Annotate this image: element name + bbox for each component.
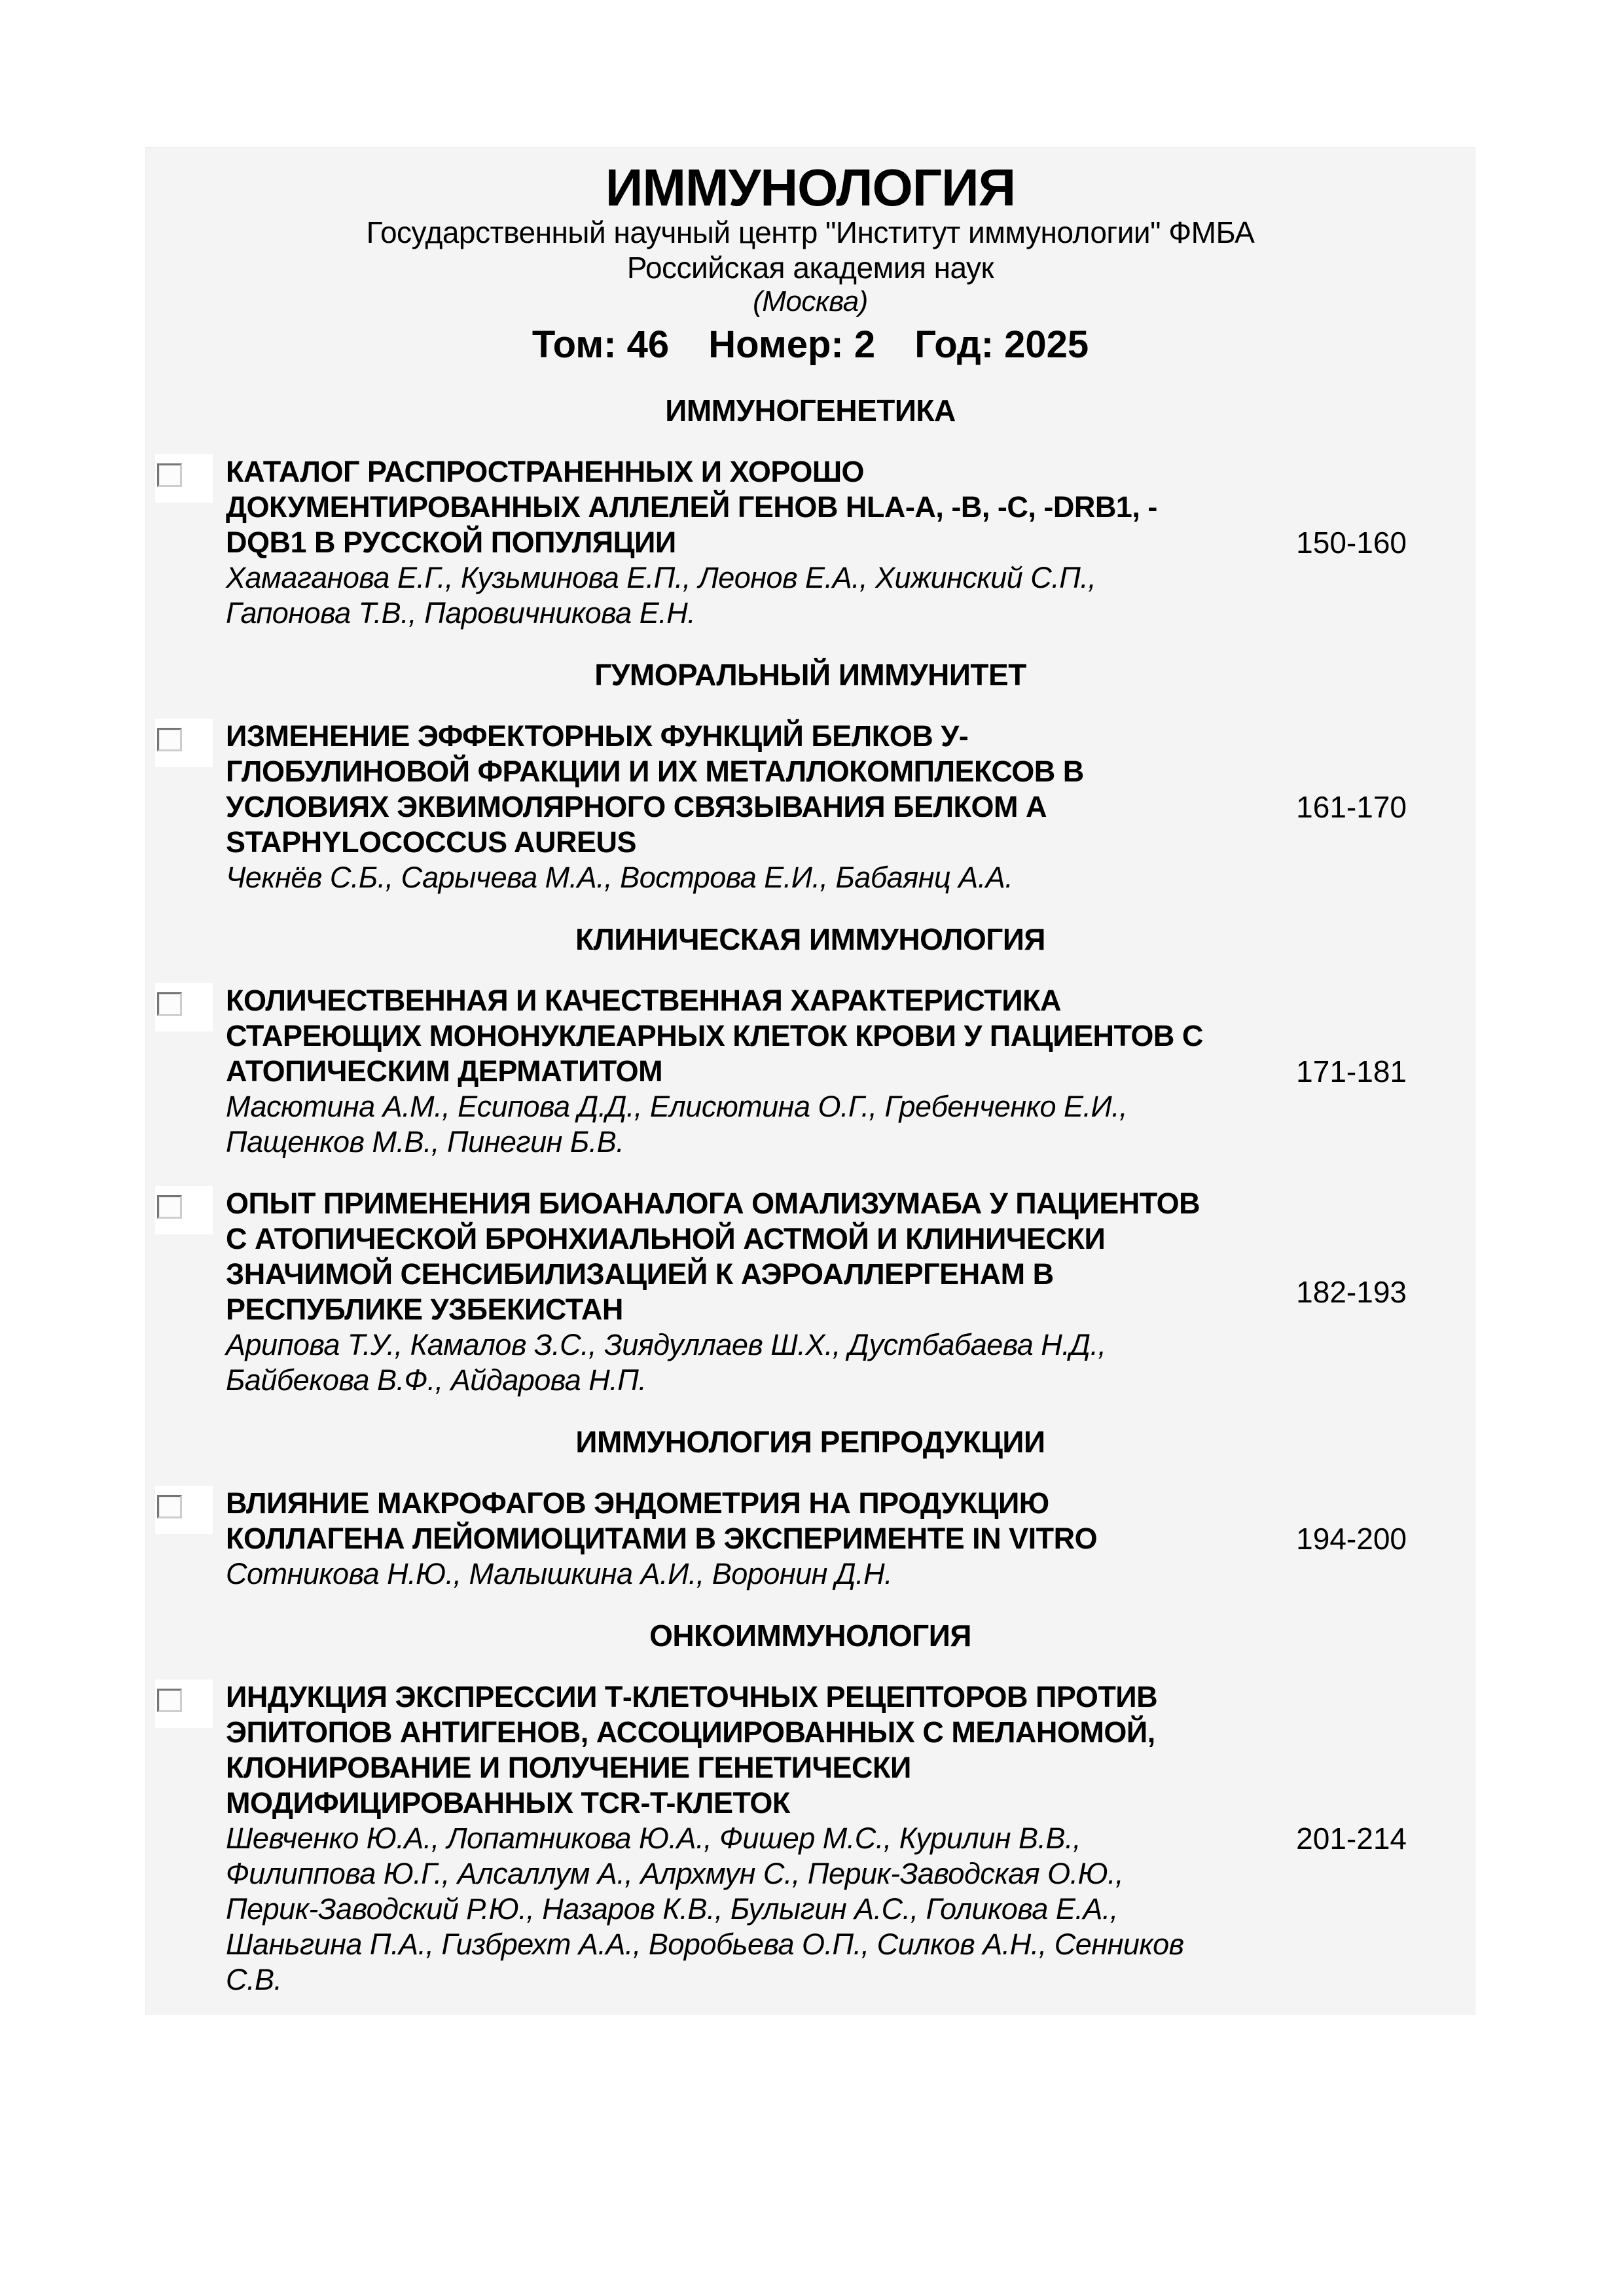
section-title-oncoimmunology: ОНКОИММУНОЛОГИЯ: [649, 1619, 971, 1653]
issue-label: Номер: 2: [708, 323, 876, 366]
checkbox-patch: [155, 983, 213, 1031]
article-checkbox[interactable]: [157, 1495, 182, 1518]
journal-city: (Москва): [753, 285, 868, 317]
page-range: 161-170: [1296, 790, 1407, 824]
volume-label: Том: 46: [532, 323, 670, 366]
page-range: 194-200: [1296, 1522, 1407, 1556]
article-title: КОЛИЧЕСТВЕННАЯ И КАЧЕСТВЕННАЯ ХАРАКТЕРИСТИКА СТАРЕЮЩИХ МОНОНУКЛЕАРНЫХ КЛЕТОК КРОВИ У ПАЦИЕНТОВ С АТОПИЧЕСКИМ ДЕРМАТИТОМ: [226, 984, 1203, 1088]
article-checkbox[interactable]: [157, 728, 182, 751]
article-authors: Хамаганова Е.Г., Кузьминова Е.П., Леонов Е.А., Хижинский С.П., Гапонова Т.В., Паровичникова Е.Н.: [226, 561, 1096, 630]
year-label: Год: 2025: [914, 323, 1089, 366]
article-checkbox[interactable]: [157, 992, 182, 1016]
article-title: ИЗМЕНЕНИЕ ЭФФЕКТОРНЫХ ФУНКЦИЙ БЕЛКОВ У-ГЛОБУЛИНОВОЙ ФРАКЦИИ И ИХ МЕТАЛЛОКОМПЛЕКСОВ В УСЛОВИЯХ ЭКВИМОЛЯРНОГО СВЯЗЫВАНИЯ БЕЛКОМ А STAPHYLOCOCCUS AUREUS: [226, 719, 1084, 859]
article-main: [226, 454, 1208, 631]
article-authors: Масютина А.М., Есипова Д.Д., Елисютина О.Г., Гребенченко Е.И., Пащенков М.В., Пинегин Б.В.: [226, 1090, 1128, 1158]
article-main: [226, 1186, 1208, 1398]
journal-title: ИММУНОЛОГИЯ: [605, 158, 1016, 217]
article-authors: Сотникова Н.Ю., Малышкина А.И., Воронин Д.Н.: [226, 1557, 893, 1590]
article-authors: Чекнёв С.Б., Сарычева М.А., Вострова Е.И., Бабаянц А.А.: [226, 861, 1013, 894]
section-title-humoral-immunity: ГУМОРАЛЬНЫЙ ИММУНИТЕТ: [594, 658, 1026, 692]
article-row: [146, 1679, 1475, 1998]
article-title: ВЛИЯНИЕ МАКРОФАГОВ ЭНДОМЕТРИЯ НА ПРОДУКЦИЮ КОЛЛАГЕНА ЛЕЙОМИОЦИТАМИ В ЭКСПЕРИМЕНТЕ IN VITRO: [226, 1486, 1098, 1555]
checkbox-patch: [155, 1486, 213, 1534]
article-row: [146, 983, 1475, 1160]
article-row: [146, 1486, 1475, 1592]
article-row: [146, 1186, 1475, 1398]
article-main: [226, 983, 1208, 1160]
toc-card: [145, 147, 1475, 2015]
volume-line: [146, 323, 1475, 367]
page-range: 182-193: [1296, 1275, 1407, 1309]
page-range: 150-160: [1296, 526, 1407, 560]
checkbox-patch: [155, 719, 213, 767]
article-title: ОПЫТ ПРИМЕНЕНИЯ БИОАНАЛОГА ОМАЛИЗУМАБА У ПАЦИЕНТОВ С АТОПИЧЕСКОЙ БРОНХИАЛЬНОЙ АСТМОЙ И КЛИНИЧЕСКИ ЗНАЧИМОЙ СЕНСИБИЛИЗАЦИЕЙ К АЭРОАЛЛЕРГЕНАМ В РЕСПУБЛИКЕ УЗБЕКИСТАН: [226, 1187, 1200, 1326]
article-main: [226, 1679, 1208, 1998]
article-main: [226, 719, 1208, 895]
journal-academy: Российская академия наук: [626, 251, 994, 285]
section-title-reproduction-immunology: ИММУНОЛОГИЯ РЕПРОДУКЦИИ: [575, 1425, 1045, 1459]
checkbox-patch: [155, 454, 213, 503]
article-checkbox[interactable]: [157, 1689, 182, 1712]
page-range: 201-214: [1296, 1821, 1407, 1856]
article-row: [146, 719, 1475, 895]
article-main: [226, 1486, 1208, 1592]
article-authors: Шевченко Ю.А., Лопатникова Ю.А., Фишер М.С., Курилин В.В., Филиппова Ю.Г., Алсаллум А., Алрхмун С., Перик-Заводская О.Ю., Перик-Заводский Р.Ю., Назаров К.В., Булыгин А.С., Голикова Е.А., Шаньгина П.А., Гизбрехт А.А., Воробьева О.П., Силков А.Н., Сенников С.В.: [226, 1821, 1184, 1996]
article-authors: Арипова Т.У., Камалов З.С., Зиядуллаев Ш.Х., Дустбабаева Н.Д., Байбекова В.Ф., Айдарова Н.П.: [226, 1328, 1106, 1397]
section-title-clinical-immunology: КЛИНИЧЕСКАЯ ИММУНОЛОГИЯ: [575, 922, 1045, 956]
page-range: 171-181: [1296, 1054, 1407, 1088]
checkbox-patch: [155, 1186, 213, 1234]
article-row: [146, 454, 1475, 631]
journal-publisher: Государственный научный центр "Институт иммунологии" ФМБА: [366, 215, 1255, 249]
article-title: ИНДУКЦИЯ ЭКСПРЕССИИ Т-КЛЕТОЧНЫХ РЕЦЕПТОРОВ ПРОТИВ ЭПИТОПОВ АНТИГЕНОВ, АССОЦИИРОВАННЫХ С МЕЛАНОМОЙ, КЛОНИРОВАНИЕ И ПОЛУЧЕНИЕ ГЕНЕТИЧЕСКИ МОДИФИЦИРОВАННЫХ TCR-T-КЛЕТОК: [226, 1680, 1158, 1820]
article-checkbox[interactable]: [157, 1195, 182, 1219]
section-title-immunogenetics: ИММУНОГЕНЕТИКА: [665, 393, 956, 427]
article-checkbox[interactable]: [157, 463, 182, 487]
checkbox-patch: [155, 1679, 213, 1728]
article-title: КАТАЛОГ РАСПРОСТРАНЕННЫХ И ХОРОШО ДОКУМЕНТИРОВАННЫХ АЛЛЕЛЕЙ ГЕНОВ HLA-A, -B, -C, -DRB1, -DQB1 В РУССКОЙ ПОПУЛЯЦИИ: [226, 455, 1157, 559]
